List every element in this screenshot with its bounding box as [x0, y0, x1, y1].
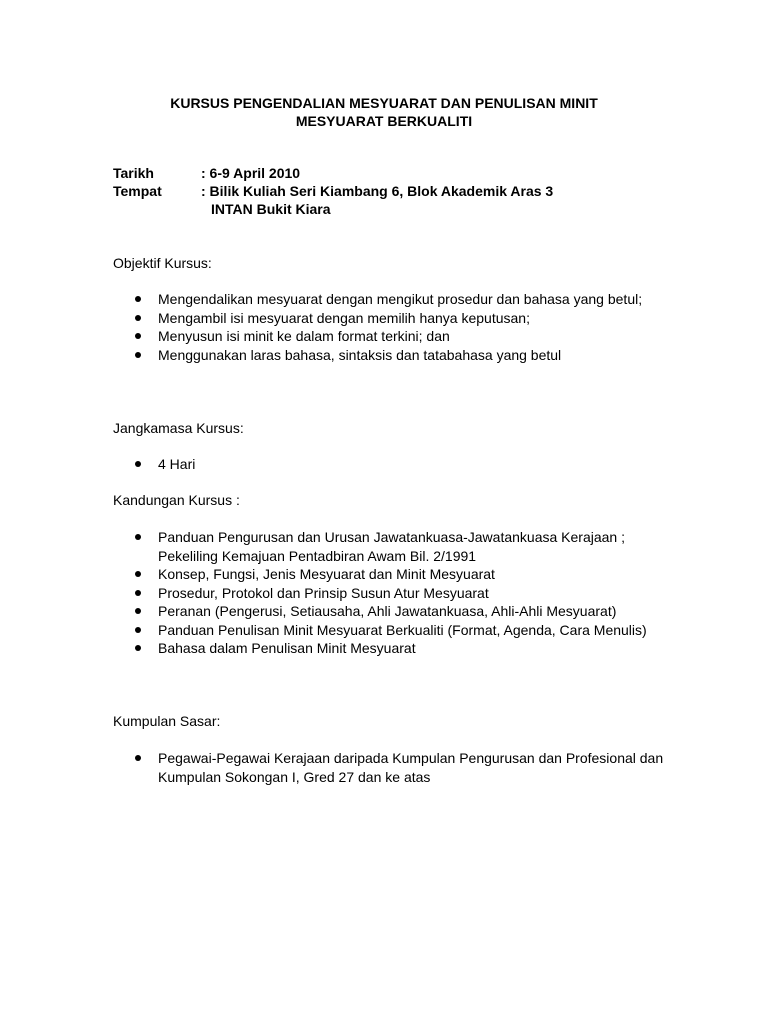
tempat-value: : Bilik Kuliah Seri Kiambang 6, Blok Akademik Aras 3	[201, 183, 554, 199]
document-title-line-2: MESYUARAT BERKUALITI	[295, 113, 473, 129]
list-item	[113, 584, 673, 603]
tempat-value-continued: INTAN Bukit Kiara	[211, 201, 331, 217]
list-item-text: Menyusun isi minit ke dalam format terkini; dan	[158, 328, 450, 344]
bullet-icon	[135, 333, 141, 339]
list-item	[113, 639, 673, 658]
objektif-list	[113, 290, 673, 364]
kandungan-heading: Kandungan Kursus :	[113, 492, 240, 508]
list-item-text: Pegawai-Pegawai Kerajaan daripada Kumpulan Pengurusan dan Profesional dan Kumpulan Sokongan I, Gred 27 dan ke atas	[158, 750, 664, 785]
bullet-icon	[135, 645, 141, 651]
list-item	[113, 290, 673, 309]
list-item	[113, 455, 673, 474]
list-item-text: Bahasa dalam Penulisan Minit Mesyuarat	[158, 640, 416, 656]
list-item-text: Panduan Pengurusan dan Urusan Jawatankuasa-Jawatankuasa Kerajaan ; Pekeliling Kemajuan Pentadbiran Awam Bil. 2/1991	[158, 529, 625, 564]
list-item-text: 4 Hari	[158, 456, 196, 472]
list-item-text: Menggunakan laras bahasa, sintaksis dan tatabahasa yang betul	[158, 346, 562, 363]
bullet-icon	[135, 608, 141, 614]
bullet-icon	[135, 755, 141, 761]
bullet-icon	[135, 590, 141, 596]
sasaran-list	[113, 749, 673, 786]
kandungan-list	[113, 528, 673, 658]
tarikh-value: : 6-9 April 2010	[201, 165, 301, 181]
tarikh-label: Tarikh	[113, 165, 154, 181]
tempat-label: Tempat	[113, 183, 162, 199]
list-item-text: Panduan Penulisan Minit Mesyuarat Berkualiti (Format, Agenda, Cara Menulis)	[158, 621, 647, 638]
list-item	[113, 528, 673, 565]
jangkamasa-heading: Jangkamasa Kursus:	[113, 420, 244, 436]
list-item-text: Prosedur, Protokol dan Prinsip Susun Atur Mesyuarat	[158, 584, 489, 601]
sasaran-heading: Kumpulan Sasar:	[113, 713, 221, 729]
bullet-icon	[135, 571, 141, 577]
list-item	[113, 346, 673, 365]
list-item-text: Mengambil isi mesyuarat dengan memilih hanya keputusan;	[158, 309, 530, 326]
objektif-heading: Objektif Kursus:	[113, 255, 212, 271]
list-item-text: Konsep, Fungsi, Jenis Mesyuarat dan Minit Mesyuarat	[158, 566, 495, 582]
list-item	[113, 749, 673, 786]
list-item-text: Mengendalikan mesyuarat dengan mengikut prosedur dan bahasa yang betul;	[158, 291, 643, 307]
list-item-text: Peranan (Pengerusi, Setiausaha, Ahli Jawatankuasa, Ahli-Ahli Mesyuarat)	[158, 603, 617, 619]
list-item	[113, 327, 673, 346]
bullet-icon	[135, 627, 141, 633]
jangkamasa-list	[113, 455, 673, 474]
document-title-line-1: KURSUS PENGENDALIAN MESYUARAT DAN PENULISAN MINIT	[170, 95, 598, 111]
list-item	[113, 602, 673, 621]
bullet-icon	[135, 296, 141, 302]
bullet-icon	[135, 315, 141, 321]
list-item	[113, 565, 673, 584]
list-item	[113, 309, 673, 328]
bullet-icon	[135, 461, 141, 467]
list-item	[113, 621, 673, 640]
bullet-icon	[135, 352, 141, 358]
bullet-icon	[135, 534, 141, 540]
